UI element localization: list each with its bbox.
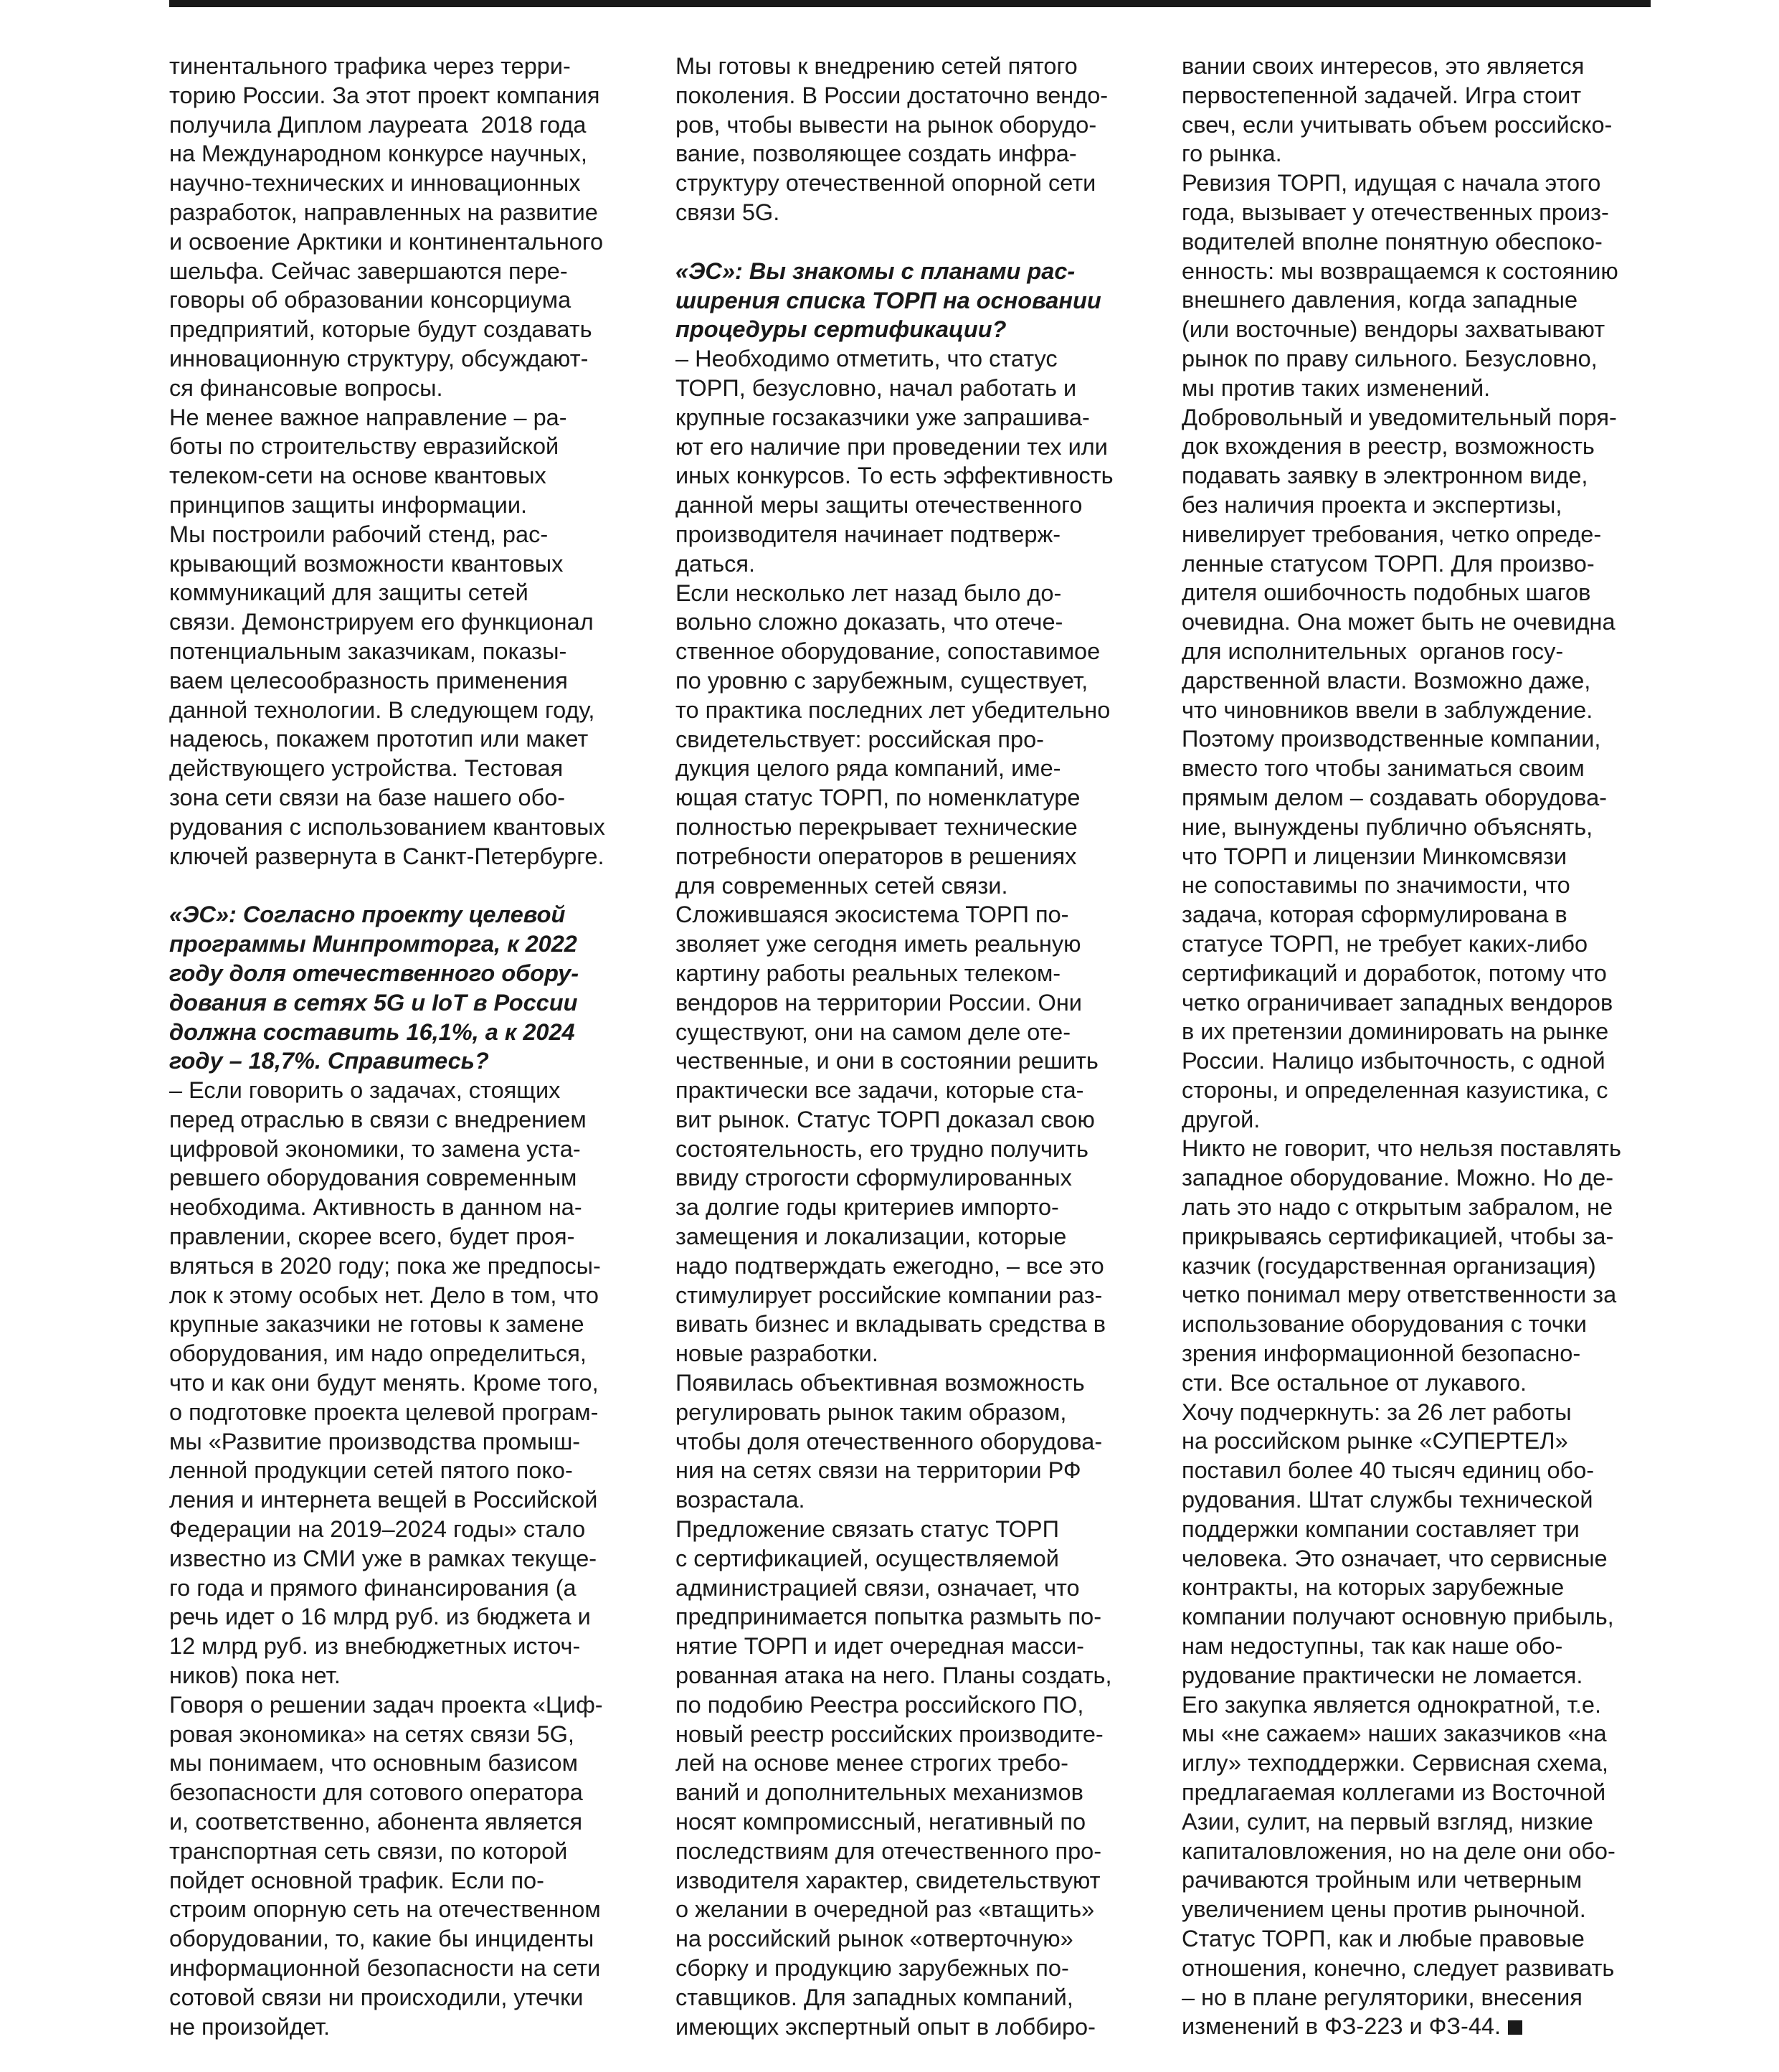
text-line: вание, позволяющее создать инфра- <box>675 141 1077 167</box>
text-line: Ревизия ТОРП, идущая с начала этого <box>1182 170 1601 197</box>
text-line: внешнего давления, когда западные <box>1182 287 1578 313</box>
paragraph <box>169 520 642 871</box>
text-line: транспортная сеть связи, по которой <box>169 1837 568 1864</box>
paragraph <box>675 52 1149 227</box>
paragraph <box>1182 724 1655 1134</box>
text-line: без наличия проекта и экспертизы, <box>1182 491 1562 518</box>
paragraph <box>1182 52 1655 169</box>
paragraph <box>1182 169 1655 402</box>
text-line: другой. <box>1182 1106 1261 1132</box>
top-rule <box>169 0 1651 7</box>
text-line: по уровню с зарубежным, существует, <box>675 667 1088 694</box>
question-line: «ЭС»: Согласно проекту целевой <box>169 902 566 928</box>
question-line: году – 18,7%. Справитесь? <box>169 1048 489 1074</box>
text-line: дукция целого ряда компаний, име- <box>675 755 1061 782</box>
text-line: информационной безопасности на сети <box>169 1955 601 1981</box>
text-line: действующего устройства. Тестовая <box>169 755 564 782</box>
text-line: речь идет о 16 млрд руб. из бюджета и <box>169 1604 591 1630</box>
text-line: о желании в очередной раз «втащить» <box>675 1896 1095 1923</box>
end-of-article-square-icon <box>1508 2020 1522 2035</box>
text-line: вместо того чтобы заниматься своим <box>1182 755 1585 782</box>
text-line: структуру отечественной опорной сети <box>675 170 1096 197</box>
text-line: правлении, скорее всего, будет проя- <box>169 1224 575 1250</box>
text-line: для исполнительных органов госу- <box>1182 638 1564 664</box>
text-line: что и как они будут менять. Кроме того, <box>169 1370 599 1396</box>
text-line: прямым делом – создавать оборудова- <box>1182 784 1607 810</box>
column-3 <box>1182 52 1655 2041</box>
text-line: и, соответственно, абонента является <box>169 1809 583 1835</box>
text-line: что ТОРП и лицензии Минкомсвязи <box>1182 843 1567 869</box>
text-line: не произойдет. <box>169 2013 330 2040</box>
text-line: потребности операторов в решениях <box>675 843 1077 869</box>
text-line: Азии, сулит, на первый взгляд, низкие <box>1182 1808 1593 1835</box>
text-line: Федерации на 2019–2024 годы» стало <box>169 1516 586 1543</box>
text-line: с сертификацией, осуществляемой <box>675 1545 1059 1571</box>
text-line: надо подтверждать ежегодно, – все это <box>675 1252 1104 1279</box>
text-line: Сложившаяся экосистема ТОРП по- <box>675 902 1069 928</box>
text-line: для современных сетей связи. <box>675 872 1008 899</box>
text-line: Поэтому производственные компании, <box>1182 726 1601 752</box>
text-line: полностью перекрывает технические <box>675 813 1078 840</box>
text-line: рудования с использованием квантовых <box>169 813 605 840</box>
text-line: пойдет основной трафик. Если по- <box>169 1867 544 1893</box>
text-line: ровая экономика» на сетях связи 5G, <box>169 1721 574 1747</box>
paragraph <box>675 344 1149 578</box>
text-line: ют его наличие при проведении тех или <box>675 433 1108 460</box>
text-line: дарственной власти. Возможно даже, <box>1182 667 1591 694</box>
text-line: связи. Демонстрируем его функционал <box>169 609 594 635</box>
text-line: безопасности для сотового оператора <box>169 1779 583 1806</box>
text-line: боты по строительству евразийской <box>169 433 559 460</box>
text-line: Мы готовы к внедрению сетей пятого <box>675 53 1078 79</box>
paragraph <box>169 403 642 520</box>
text-line: ленные статусом ТОРП. Для произво- <box>1182 550 1595 577</box>
text-line: новые разработки. <box>675 1340 878 1367</box>
text-line: шельфа. Сейчас завершаются пере- <box>169 257 568 284</box>
text-line: телеком-сети на основе квантовых <box>169 463 546 489</box>
text-line: вляться в 2020 году; пока же предпосы- <box>169 1252 601 1279</box>
text-line: Статус ТОРП, как и любые правовые <box>1182 1926 1585 1952</box>
text-line: (или восточные) вендоры захватывают <box>1182 316 1605 343</box>
text-line: компании получают основную прибыль, <box>1182 1604 1614 1630</box>
text-line: лать это надо с открытым забралом, не <box>1182 1194 1613 1221</box>
text-line: что чиновников ввели в заблуждение. <box>1182 696 1593 723</box>
text-line: ников) пока нет. <box>169 1662 341 1689</box>
interview-question <box>675 257 1149 344</box>
text-line: ления и интернета вещей в Российской <box>169 1487 598 1513</box>
paragraph <box>1182 403 1655 725</box>
paragraph <box>675 900 1149 1368</box>
text-line: контракты, на которых зарубежные <box>1182 1574 1565 1601</box>
text-line: вании своих интересов, это является <box>1182 53 1585 79</box>
text-line: вольно сложно доказать, что отече- <box>675 609 1063 635</box>
text-line: изводителя характер, свидетельствуют <box>675 1867 1101 1893</box>
text-line: рудования. Штат службы технической <box>1182 1487 1593 1513</box>
text-line: научно-технических и инновационных <box>169 170 581 197</box>
text-line: по подобию Реестра российского ПО, <box>675 1691 1084 1718</box>
text-line: поколения. В России достаточно вендо- <box>675 82 1109 108</box>
text-line: последствиям для отечественного про- <box>675 1837 1102 1864</box>
text-line: очевидна. Она может быть не очевидна <box>1182 609 1616 635</box>
text-line: известно из СМИ уже в рамках текуще- <box>169 1545 597 1571</box>
text-line: вивать бизнес и вкладывать средства в <box>675 1311 1106 1338</box>
text-line: казчик (государственная организация) <box>1182 1252 1596 1279</box>
paragraph <box>1182 1924 1655 2041</box>
text-line: рованная атака на него. Планы создать, <box>675 1662 1112 1689</box>
text-line: поддержки компании составляет три <box>1182 1515 1580 1542</box>
column-2 <box>675 52 1149 2041</box>
text-line: зона сети связи на базе нашего обо- <box>169 784 566 810</box>
text-line: свеч, если учитывать объем российско- <box>1182 111 1613 138</box>
text-line: подавать заявку в электронном виде, <box>1182 463 1588 489</box>
text-line: – но в плане регуляторики, внесения <box>1182 1984 1583 2010</box>
paragraph <box>1182 1134 1655 1397</box>
text-line: ваний и дополнительных механизмов <box>675 1779 1083 1806</box>
text-line: Хочу подчеркнуть: за 26 лет работы <box>1182 1399 1572 1425</box>
text-line: зрения информационной безопасно- <box>1182 1340 1581 1367</box>
text-line: новый реестр российских производите- <box>675 1721 1104 1747</box>
text-line: вендоров на территории России. Они <box>675 989 1082 1016</box>
text-line: тинентального трафика через терри- <box>169 53 571 79</box>
text-line: задача, которая сформулирована в <box>1182 902 1567 928</box>
text-line: ющая статус ТОРП, по номенклатуре <box>675 785 1081 811</box>
text-line: на российском рынке «СУПЕРТЕЛ» <box>1182 1428 1568 1454</box>
text-line: разработок, направленных на развитие <box>169 199 598 225</box>
text-line: прикрываясь сертификацией, чтобы за- <box>1182 1223 1614 1249</box>
text-line: стимулирует российские компании раз- <box>675 1282 1103 1308</box>
text-line: чтобы доля отечественного оборудова- <box>675 1428 1103 1454</box>
text-line: возрастала. <box>675 1487 805 1513</box>
text-line: крупные госзаказчики уже запрашива- <box>675 404 1090 430</box>
paragraph <box>675 1515 1149 2041</box>
text-line: водителей вполне понятную обеспоко- <box>1182 228 1603 255</box>
text-line: статусе ТОРП, не требует каких-либо <box>1182 930 1588 957</box>
text-line: док вхождения в реестр, возможность <box>1182 433 1595 460</box>
paragraph <box>169 1690 642 2042</box>
text-line: крупные заказчики не готовы к замене <box>169 1311 584 1338</box>
interview-question <box>169 900 642 1076</box>
text-line: четко понимал меру ответственности за <box>1182 1282 1617 1308</box>
text-line: лок к этому особых нет. Дело в том, что <box>169 1282 599 1308</box>
text-line: на российский рынок «отверточную» <box>675 1926 1073 1952</box>
text-line: ввиду строгости сформулированных <box>675 1165 1072 1191</box>
text-line: коммуникаций для защиты сетей <box>169 580 528 606</box>
text-line: предпринимается попытка размыть по- <box>675 1604 1102 1630</box>
text-line: производителя начинает подтверж- <box>675 521 1061 547</box>
text-line: необходима. Активность в данном на- <box>169 1194 582 1221</box>
text-line: России. Налицо избыточность, с одной <box>1182 1048 1605 1074</box>
text-line: ров, чтобы вывести на рынок оборудо- <box>675 111 1097 138</box>
text-line: ленной продукции сетей пятого поко- <box>169 1457 573 1484</box>
text-line: Если несколько лет назад было до- <box>675 580 1062 606</box>
text-line: надеюсь, покажем прототип или макет <box>169 726 589 752</box>
text-line: данной меры защиты отечественного <box>675 492 1083 519</box>
text-line: рачиваются тройным или четверным <box>1182 1867 1583 1893</box>
text-line: Появилась объективная возможность <box>675 1370 1085 1396</box>
text-line: Добровольный и уведомительный поря- <box>1182 404 1617 430</box>
text-line: в их претензии доминировать на рынке <box>1182 1018 1609 1045</box>
text-line: четко ограничивает западных вендоров <box>1182 989 1613 1016</box>
text-line: капиталовложения, но на деле они обо- <box>1182 1837 1616 1864</box>
text-line: данной технологии. В следующем году, <box>169 696 595 723</box>
text-line: говоры об образовании консорциума <box>169 287 571 313</box>
text-line: использование оборудования с точки <box>1182 1311 1587 1338</box>
text-line: рынок по праву сильного. Безусловно, <box>1182 345 1598 372</box>
text-line: даться. <box>675 550 756 577</box>
text-line: свидетельствует: российская про- <box>675 726 1044 752</box>
text-line: 12 млрд руб. из внебюджетных источ- <box>169 1633 581 1660</box>
text-line: практически все задачи, которые ста- <box>675 1077 1084 1104</box>
text-line: увеличением цены против рыночной. <box>1182 1896 1586 1923</box>
text-line: существуют, они на самом деле оте- <box>675 1018 1071 1045</box>
question-line: «ЭС»: Вы знакомы с планами рас- <box>675 257 1076 284</box>
text-line: года, вызывает у отечественных произ- <box>1182 199 1609 225</box>
paragraph <box>675 1368 1149 1515</box>
text-line: мы против таких изменений. <box>1182 374 1491 401</box>
text-line: Никто не говорит, что нельзя поставлять <box>1182 1135 1621 1162</box>
text-line: принципов защиты информации. <box>169 491 528 518</box>
text-line: потенциальным заказчикам, показы- <box>169 638 567 664</box>
text-line: – Если говорить о задачах, стоящих <box>169 1077 561 1104</box>
text-line: мы «Развитие производства промыш- <box>169 1428 581 1454</box>
text-line: связи 5G. <box>675 199 780 225</box>
text-line: дителя ошибочность подобных шагов <box>1182 580 1591 606</box>
text-line: предприятий, которые будут создавать <box>169 316 592 343</box>
text-line: ственное оборудование, сопоставимое <box>675 638 1101 665</box>
text-line: оборудования, им надо определиться, <box>169 1340 587 1367</box>
text-line: Мы построили рабочий стенд, рас- <box>169 521 549 547</box>
text-line: Говоря о решении задач проекта «Циф- <box>169 1691 603 1718</box>
text-line: чественные, и они в состоянии решить <box>675 1048 1099 1074</box>
text-line: сти. Все остальное от лукавого. <box>1182 1369 1527 1396</box>
text-line: зволяет уже сегодня иметь реальную <box>675 931 1081 957</box>
text-line: картину работы реальных телеком- <box>675 960 1061 986</box>
paragraph <box>169 52 642 403</box>
text-line: рудование практически не ломается. <box>1182 1662 1583 1688</box>
paragraph <box>169 1076 642 1690</box>
text-line: первостепенной задачей. Игра стоит <box>1182 82 1582 108</box>
text-line: нам недоступны, так как наше обо- <box>1182 1633 1563 1660</box>
text-line: перед отраслью в связи с внедрением <box>169 1106 587 1132</box>
text-line: Его закупка является однократной, т.е. <box>1182 1691 1601 1718</box>
text-line: Предложение связать статус ТОРП <box>675 1516 1059 1543</box>
text-line: ТОРП, безусловно, начал работать и <box>675 374 1077 401</box>
text-line: Не менее важное направление – ра- <box>169 404 567 430</box>
text-line: о подготовке проекта целевой програм- <box>169 1399 599 1425</box>
text-line: сертификаций и доработок, потому что <box>1182 960 1607 986</box>
text-line: замещения и локализации, которые <box>675 1224 1067 1250</box>
text-line: строим опорную сеть на отечественном <box>169 1896 601 1923</box>
text-line: получила Диплом лауреата 2018 года <box>169 111 587 138</box>
column-1 <box>169 52 642 2041</box>
question-line: году доля отечественного обору- <box>169 960 579 986</box>
text-line: ключей развернута в Санкт-Петербурге. <box>169 843 604 869</box>
text-line: регулировать рынок таким образом, <box>675 1399 1067 1425</box>
text-line: не сопоставимы по значимости, что <box>1182 872 1570 899</box>
text-line: то практика последних лет убедительно <box>675 696 1111 723</box>
question-line: программы Минпромторга, к 2022 <box>169 931 577 957</box>
text-line: на Международном конкурсе научных, <box>169 141 587 167</box>
text-line: го рынка. <box>1182 141 1282 167</box>
text-line: оборудовании, то, какие бы инциденты <box>169 1926 594 1952</box>
text-line: ние, вынуждены публично объяснять, <box>1182 813 1593 840</box>
text-line: крывающий возможности квантовых <box>169 550 564 577</box>
text-line: мы «не сажаем» наших заказчиков «на <box>1182 1721 1607 1747</box>
text-line: иглу» техподдержки. Сервисная схема, <box>1182 1750 1608 1777</box>
text-line: предлагаемая коллегами из Восточной <box>1182 1779 1606 1806</box>
text-line: инновационную структуру, обсуждают- <box>169 345 589 372</box>
text-line: торию России. За этот проект компания <box>169 82 600 108</box>
text-line: отношения, конечно, следует развивать <box>1182 1954 1615 1981</box>
paragraph <box>1182 1398 1655 1924</box>
text-line: ваем целесообразность применения <box>169 667 568 694</box>
text-line: и освоение Арктики и континентального <box>169 228 604 255</box>
text-line: ся финансовые вопросы. <box>169 374 443 401</box>
text-line: за долгие годы критериев импорто- <box>675 1194 1059 1221</box>
text-line: ставщиков. Для западных компаний, <box>675 1984 1073 2010</box>
text-line: поставил более 40 тысяч единиц обо- <box>1182 1457 1595 1484</box>
question-line: дования в сетях 5G и IoT в России <box>169 989 578 1016</box>
text-line: ревшего оборудования современным <box>169 1165 577 1191</box>
text-line: мы понимаем, что основным базисом <box>169 1750 578 1777</box>
text-line: енность: мы возвращаемся к состоянию <box>1182 257 1618 284</box>
text-line: администрацией связи, означает, что <box>675 1574 1080 1601</box>
text-line: лей на основе менее строгих требо- <box>675 1750 1068 1777</box>
question-line: ширения списка ТОРП на основании <box>675 287 1101 313</box>
text-line: носят компромиссный, негативный по <box>675 1809 1086 1835</box>
paragraph <box>675 579 1149 901</box>
text-line: состоятельность, его трудно получить <box>675 1135 1088 1162</box>
text-line: имеющих экспертный опыт в лоббиро- <box>675 2013 1096 2040</box>
text-line: нивелирует требования, четко опреде- <box>1182 521 1602 547</box>
text-line: нятие ТОРП и идет очередная масси- <box>675 1633 1084 1660</box>
text-line: го года и прямого финансирования (а <box>169 1574 577 1601</box>
question-line: должна составить 16,1%, а к 2024 <box>169 1018 575 1045</box>
text-line: ния на сетях связи на территории РФ <box>675 1457 1081 1484</box>
text-line: иных конкурсов. То есть эффективность <box>675 463 1114 489</box>
text-line: стороны, и определенная казуистика, с <box>1182 1077 1608 1103</box>
question-line: процедуры сертификации? <box>675 316 1007 343</box>
text-line: сборку и продукцию зарубежных по- <box>675 1955 1069 1981</box>
text-line: – Необходимо отметить, что статус <box>675 346 1058 372</box>
text-line: изменений в ФЗ-223 и ФЗ-44. <box>1182 2012 1655 2041</box>
text-line: цифровой экономики, то замена уста- <box>169 1135 581 1162</box>
text-line: западное оборудование. Можно. Но де- <box>1182 1165 1614 1191</box>
text-line: человека. Это означает, что сервисные <box>1182 1545 1608 1571</box>
text-line: сотовой связи ни происходили, утечки <box>169 1984 584 2010</box>
text-line: вит рынок. Статус ТОРП доказал свою <box>675 1106 1095 1132</box>
